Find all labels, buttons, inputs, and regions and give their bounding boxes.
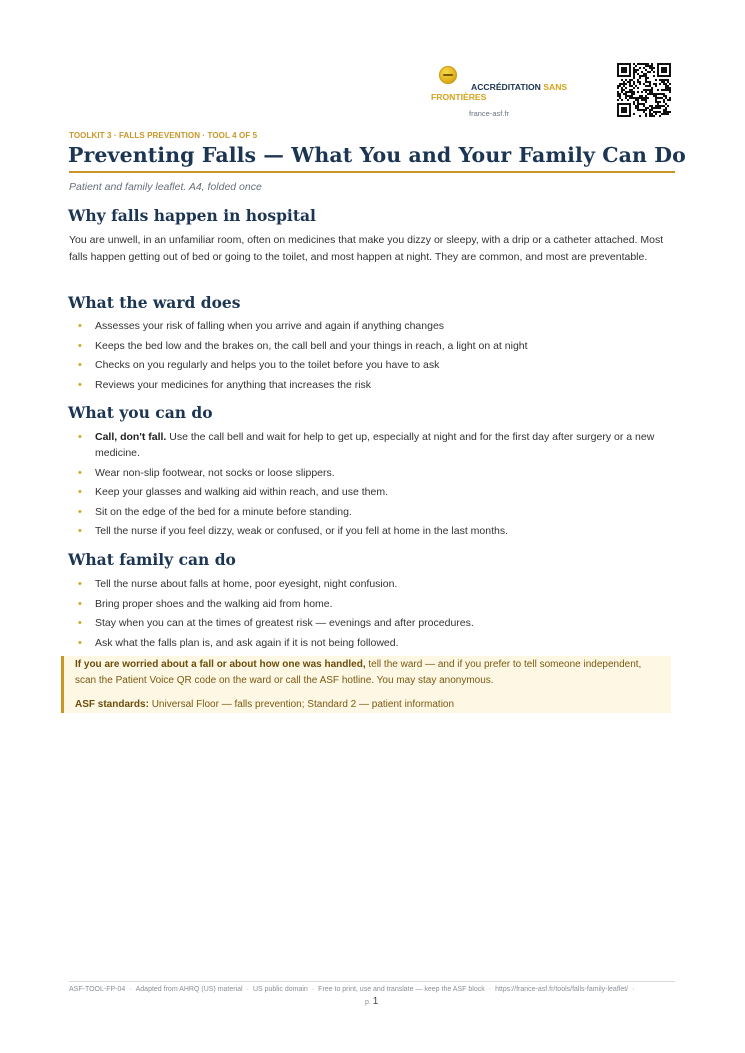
family-list bbox=[69, 576, 675, 654]
section-heading-you: What you can do bbox=[68, 403, 213, 422]
section-heading-family: What family can do bbox=[68, 550, 236, 569]
title-underline bbox=[69, 171, 675, 173]
list-item: • Stay when you can at the times of greatest risk — evenings and after procedures. bbox=[78, 617, 474, 629]
list-item: • Keeps the bed low and the brakes on, the call bell and your things in reach, a light on at night bbox=[78, 339, 528, 352]
footer-divider bbox=[69, 981, 675, 982]
page-title: Preventing Falls — What You and Your Family Can Do bbox=[68, 143, 686, 167]
section-heading-ward: What the ward does bbox=[68, 293, 241, 312]
footer-license: US public domain bbox=[252, 986, 308, 993]
footer-terms: Free to print, use and translate — keep the ASF block bbox=[318, 986, 485, 993]
qr-code-icon bbox=[617, 63, 671, 117]
brand-url: france-asf.fr bbox=[469, 109, 510, 118]
page-prefix: p. bbox=[365, 999, 371, 1006]
concern-callout bbox=[61, 656, 671, 713]
concern-text: If you are worried about a fall or about how one was handled, tell the ward — and if you prefer to tell someone independent, scan the Patient Voice QR code on the ward or call the ASF hotline. You may stay anonymous. bbox=[75, 659, 642, 686]
list-item: • Tell the nurse about falls at home, poor eyesight, night confusion. bbox=[78, 578, 398, 590]
bullet-icon: • bbox=[78, 320, 82, 332]
bullet-icon: • bbox=[78, 466, 82, 479]
you-list bbox=[69, 429, 675, 543]
brand-name-part2: SANS FRONTIÈRES bbox=[431, 82, 568, 102]
bullet-icon: • bbox=[78, 636, 82, 649]
list-item: • Assesses your risk of falling when you arrive and again if anything changes bbox=[78, 320, 445, 332]
ward-list bbox=[69, 318, 675, 396]
list-item: • Wear non-slip footwear, not socks or loose slippers. bbox=[78, 466, 335, 479]
list-item: • Ask what the falls plan is, and ask again if it is not being followed. bbox=[78, 636, 399, 649]
bullet-icon: • bbox=[78, 378, 82, 391]
standards-text: ASF standards: Universal Floor — falls prevention; Standard 2 — patient information bbox=[75, 699, 455, 710]
bullet-icon: • bbox=[78, 505, 82, 518]
bullet-icon: • bbox=[78, 339, 82, 352]
list-item: • Reviews your medicines for anything that increases the risk bbox=[78, 378, 372, 391]
bullet-icon: • bbox=[78, 597, 82, 610]
bullet-icon: • bbox=[78, 486, 82, 498]
brand-name-part1: ACCRÉDITATION bbox=[471, 82, 541, 92]
list-item: • Sit on the edge of the bed for a minute before standing. bbox=[78, 505, 352, 518]
section-heading-why: Why falls happen in hospital bbox=[68, 206, 316, 225]
list-item: • Keep your glasses and walking aid within reach, and use them. bbox=[78, 486, 389, 498]
footer-source: Adapted from AHRQ (US) material bbox=[135, 986, 243, 993]
brand-name bbox=[431, 82, 596, 102]
toolkit-eyebrow: TOOLKIT 3 · FALLS PREVENTION · TOOL 4 OF 5 bbox=[69, 131, 258, 140]
bullet-icon: • bbox=[78, 359, 82, 371]
bullet-icon: • bbox=[78, 617, 82, 629]
page-subtitle: Patient and family leaflet. A4, folded once bbox=[69, 181, 262, 193]
list-item: • Tell the nurse if you feel dizzy, weak or confused, or if you fell at home in the last months. bbox=[78, 525, 509, 537]
bullet-icon: • bbox=[78, 431, 82, 443]
list-item: • Call, don't fall. Use the call bell and wait for help to get up, especially at night and for the first day after surgery or a new medicine. bbox=[78, 431, 655, 459]
footer: ASF-TOOL-FP-04 · Adapted from AHRQ (US) material · US public domain · Free to print, use and translate — keep the ASF block · https://france-asf.fr/tools/falls-family-leaflet/ · bbox=[69, 986, 635, 993]
bullet-icon: • bbox=[78, 525, 82, 537]
page-number: p. 1 bbox=[365, 996, 379, 1007]
footer-link[interactable]: https://france-asf.fr/tools/falls-family-leaflet/ bbox=[495, 986, 629, 993]
footer-doc-id: ASF-TOOL-FP-04 bbox=[69, 986, 126, 993]
list-item: • Bring proper shoes and the walking aid from home. bbox=[78, 597, 333, 610]
bullet-icon: • bbox=[78, 578, 82, 590]
call-dont-fall-emphasis: Call, don't fall. bbox=[95, 431, 167, 443]
section-text-why: You are unwell, in an unfamiliar room, often on medicines that make you dizzy or sleepy, with a drip or a catheter attached. Most falls happen getting out of bed or going to the toilet, and most happen at night. They are common, and most are preventable. bbox=[69, 234, 664, 263]
list-item: • Checks on you regularly and helps you to the toilet before you have to ask bbox=[78, 359, 440, 371]
